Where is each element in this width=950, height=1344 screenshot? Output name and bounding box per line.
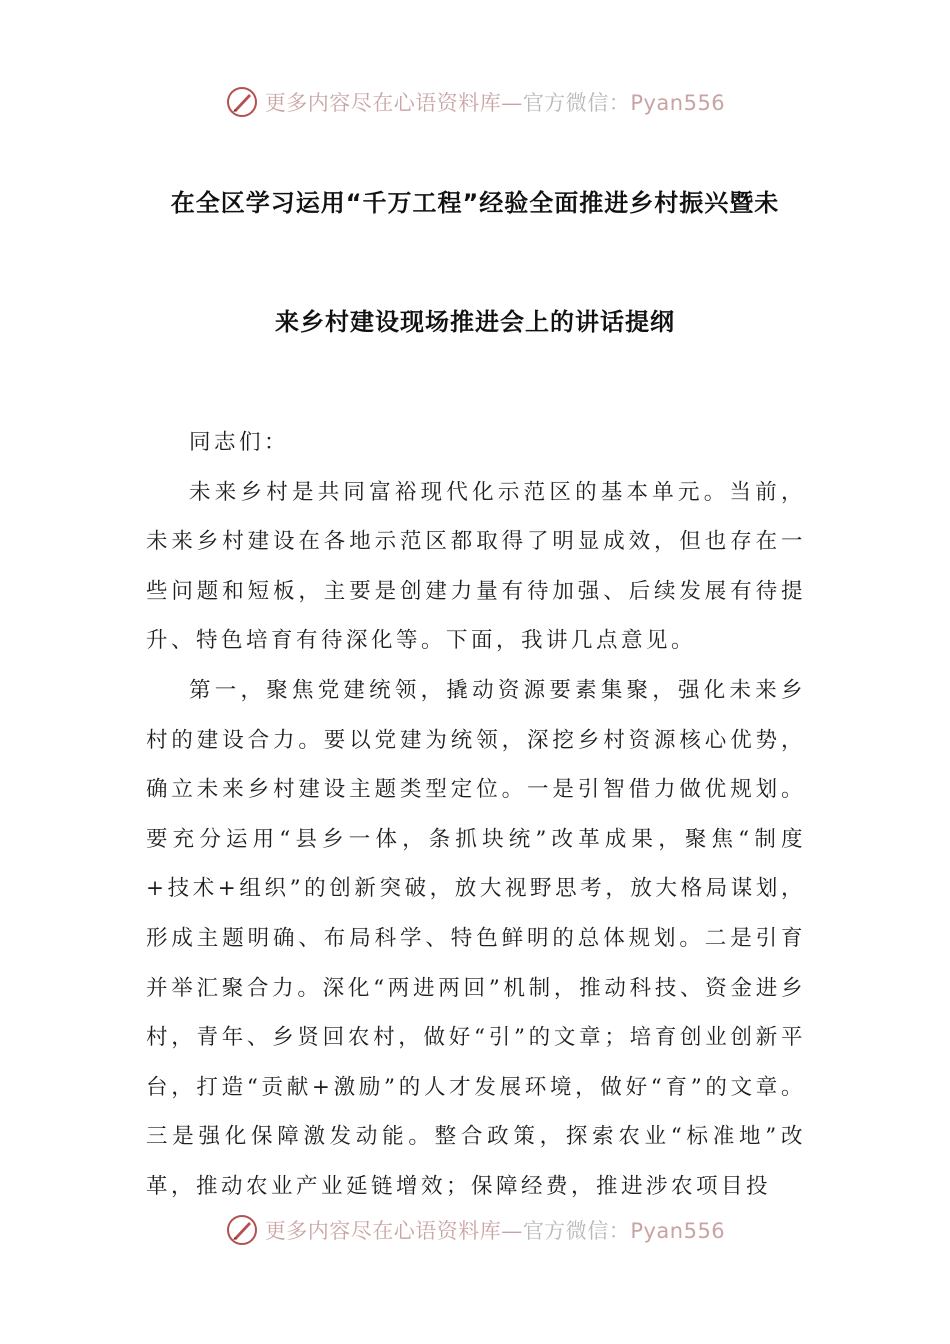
header-watermark-banner [0,82,950,122]
footer-watermark-banner [0,1210,950,1250]
document-title-line-2: 来乡村建设现场推进会上的讲话提纲 [275,308,675,336]
salutation: 同志们： [189,430,290,455]
quill-logo-icon [225,1213,259,1247]
document-body [146,418,806,1212]
watermark-text: 更多内容尽在心语资料库—官方微信：Pyan556 [264,91,726,115]
paragraph-first-point: 第一，聚焦党建统领，撬动资源要素集聚，强化未来乡村的建设合力。要以党建为统领，深挖乡村资源核心优势，确立未来乡村建设主题类型定位。一是引智借力做优规划。要充分运用“县乡一体，条抓块统”改革成果，聚焦“制度+技术+组织”的创新突破，放大视野思考，放大格局谋划，形成主题明确、布局科学、特色鲜明的总体规划。二是引育并举汇聚合力。深化“两进两回”机制，推动科技、资金进乡村，青年、乡贤回农村，做好“引”的文章；培育创业创新平台，打造“贡献+激励”的人才发展环境，做好“育”的文章。三是强化保障激发动能。整合政策，探索农业“标准地”改革，推动农业产业延链增效；保障经费，推进涉农项目投 [146,677,806,1199]
document-title-line-1: 在全区学习运用“千万工程”经验全面推进乡村振兴暨未 [170,189,780,217]
paragraph-intro: 未来乡村是共同富裕现代化示范区的基本单元。当前，未来乡村建设在各地示范区都取得了明显成效，但也存在一些问题和短板，主要是创建力量有待加强、后续发展有待提升、特色培育有待深化等。下面，我讲几点意见。 [146,479,806,654]
watermark-text: 更多内容尽在心语资料库—官方微信：Pyan556 [264,1219,726,1243]
quill-logo-icon [225,85,259,119]
